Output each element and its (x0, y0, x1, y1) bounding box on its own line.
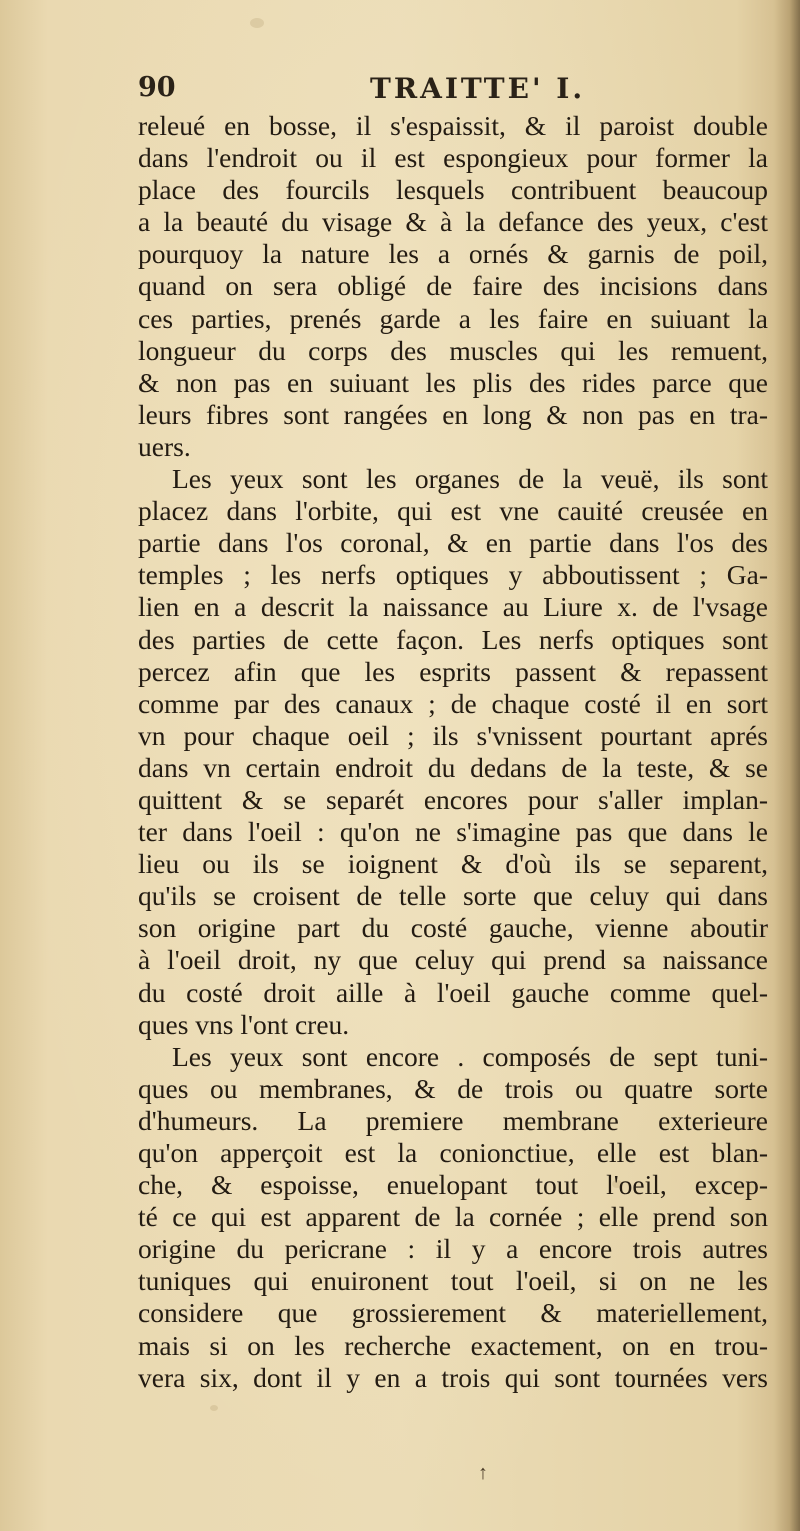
text-line: vn pour chaque oeil ; ils s'vnissent pourtant aprés (138, 719, 768, 751)
text-line: uers. (138, 430, 191, 462)
text-line: à l'oeil droit, ny que celuy qui prend sa naissance (138, 944, 768, 976)
text-line: té ce qui est apparent de la cornée ; elle prend son (138, 1201, 768, 1233)
text-line: mais si on les recherche exactement, on en trou- (138, 1329, 768, 1361)
page-edge-shadow (774, 0, 800, 1531)
text-line: percez afin que les esprits passent & repassent (138, 655, 768, 687)
text-line: tuniques qui enuironent tout l'oeil, si on ne les (138, 1265, 768, 1297)
text-line: vera six, dont il y en a trois qui sont tournées vers (138, 1361, 768, 1393)
text-line: quittent & se separét encores pour s'aller implan- (138, 783, 768, 815)
text-line: ces parties, prenés garde a les faire en suiuant la (138, 302, 768, 334)
text-line: pourquoy la nature les a ornés & garnis de poil, (138, 238, 768, 270)
text-line: qu'on apperçoit est la conionctiue, elle est blan- (138, 1137, 768, 1168)
text-line: leurs fibres sont rangées en long & non pas en tra- (138, 398, 768, 430)
footer-mark: ↑ (478, 1462, 488, 1484)
paragraph-start-line: Les yeux sont les organes de la veuë, ils sont (172, 463, 768, 495)
text-line: partie dans l'os coronal, & en partie dans l'os des (138, 527, 768, 559)
page-header (138, 72, 778, 112)
text-line: origine du pericrane : il y a encore trois autres (138, 1233, 768, 1265)
text-line: releué en bosse, il s'espaissit, & il paroist double (138, 110, 768, 141)
page-number: 90 (138, 72, 176, 103)
text-line: lieu ou ils se ioignent & d'où ils se separent, (138, 848, 768, 880)
running-head: TRAITTE' I. (370, 72, 586, 105)
text-line: du costé droit aille à l'oeil gauche comme quel- (138, 976, 768, 1008)
body-text (138, 110, 768, 1394)
text-line: longueur du corps des muscles qui les remuent, (138, 334, 768, 366)
paragraph-start-line: Les yeux sont encore . composés de sept tuni- (172, 1040, 768, 1072)
text-line: placez dans l'orbite, qui est vne cauité creusée en (138, 495, 768, 527)
text-line: qu'ils se croisent de telle sorte que celuy qui dans (138, 880, 768, 912)
text-line: quand on sera obligé de faire des incisions dans (138, 270, 768, 302)
paper-stain (250, 18, 264, 28)
text-line: ques ou membranes, & de trois ou quatre sorte (138, 1072, 768, 1104)
text-line: che, & espoisse, enuelopant tout l'oeil, excep- (138, 1169, 768, 1201)
text-line: & non pas en suiuant les plis des rides parce que (138, 366, 768, 398)
text-line: des parties de cette façon. Les nerfs optiques sont (138, 623, 768, 655)
text-line: place des fourcils lesquels contribuent beaucoup (138, 174, 768, 206)
text-line: ques vns l'ont creu. (138, 1008, 350, 1040)
text-line: d'humeurs. La premiere membrane exterieure (138, 1104, 768, 1136)
text-line: dans l'endroit ou il est espongieux pour former la (138, 142, 768, 174)
text-line: comme par des canaux ; de chaque costé il en sort (138, 687, 768, 719)
text-line: lien en a descrit la naissance au Liure x. de l'vsage (138, 591, 768, 623)
paper-stain (210, 1405, 218, 1411)
text-line: dans vn certain endroit du dedans de la teste, & se (138, 751, 768, 783)
text-line: temples ; les nerfs optiques y abboutissent ; Ga- (138, 559, 768, 591)
text-line: ter dans l'oeil : qu'on ne s'imagine pas que dans le (138, 816, 768, 848)
text-line: a la beauté du visage & à la defance des yeux, c'est (138, 206, 768, 238)
text-line: son origine part du costé gauche, vienne aboutir (138, 912, 768, 944)
text-line: considere que grossierement & materiellement, (138, 1297, 768, 1329)
